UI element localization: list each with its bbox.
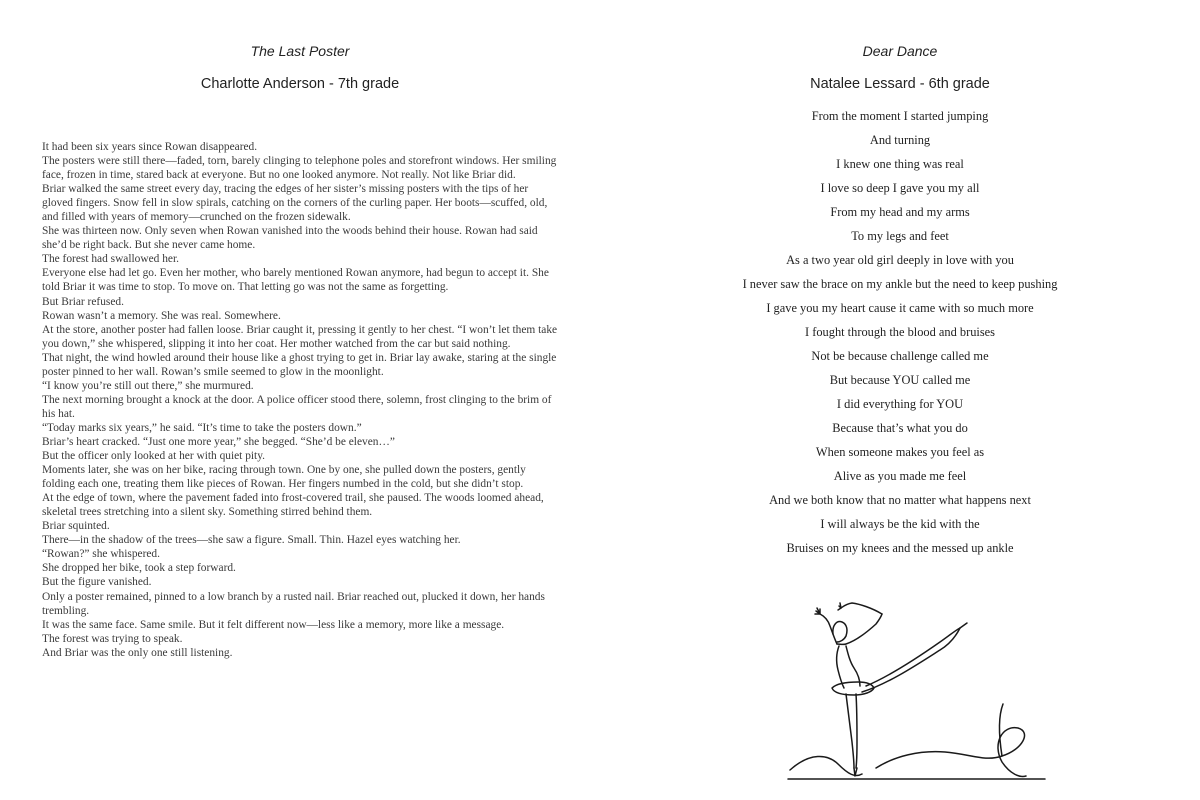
story-paragraph: The forest was trying to speak. — [42, 632, 183, 645]
story-paragraph: That night, the wind howled around their house like a ghost trying to get in. Briar lay awake, staring at the single poster pinned to her wall. Rowan’s smile seemed to glow in the moonlight. — [42, 351, 557, 378]
poem-line: As a two year old girl deeply in love with you — [786, 253, 1014, 267]
poem-line: I did everything for YOU — [836, 397, 964, 411]
story-paragraph: She was thirteen now. Only seven when Rowan vanished into the woods behind their house. Rowan had said she’d be right back. But she never came home. — [42, 225, 538, 252]
story-paragraph: Rowan wasn’t a memory. She was real. Somewhere. — [42, 309, 281, 322]
poem-line: I gave you my heart cause it came with so much more — [766, 301, 1034, 315]
poem-line: When someone makes you feel as — [815, 445, 985, 459]
story-paragraph: Briar’s heart cracked. “Just one more year,” she begged. “She’d be eleven…” — [42, 435, 395, 448]
poem-line: But because YOU called me — [829, 373, 971, 387]
poem-line: Because that’s what you do — [832, 421, 968, 435]
story-paragraph: And Briar was the only one still listening. — [42, 646, 233, 659]
story-paragraph: “I know you’re still out there,” she murmured. — [42, 379, 254, 392]
story-title: The Last Poster — [250, 43, 350, 59]
poem-line: I knew one thing was real — [836, 157, 964, 171]
poem-line: I love so deep I gave you my all — [820, 181, 980, 195]
story-paragraph: “Rowan?” she whispered. — [42, 548, 160, 561]
story-paragraph: It had been six years since Rowan disappeared. — [42, 141, 258, 153]
story-paragraph: The forest had swallowed her. — [42, 253, 179, 266]
right-page — [600, 0, 1200, 800]
story-author: Charlotte Anderson - 7th grade — [200, 76, 400, 92]
poem-author: Natalee Lessard - 6th grade — [810, 76, 990, 92]
poem-line: Bruises on my knees and the messed up ankle — [786, 541, 1014, 555]
poem-line: And turning — [869, 133, 931, 147]
story-paragraph: But the figure vanished. — [42, 576, 152, 589]
poem-line: From the moment I started jumping — [811, 109, 989, 123]
story-paragraph: The next morning brought a knock at the door. A police officer stood there, solemn, frost clinging to the brim of his hat. — [42, 393, 552, 420]
story-paragraph: “Today marks six years,” he said. “It’s time to take the posters down.” — [42, 421, 362, 434]
poem-line: I fought through the blood and bruises — [805, 325, 995, 339]
story-paragraph: The posters were still there—faded, torn, barely clinging to telephone poles and storefront windows. Her smiling face, frozen in time, stared back at everyone. But no one looked anymore. Not really. Not like Briar did. — [42, 155, 557, 182]
poem-line: And we both know that no matter what happens next — [769, 493, 1031, 507]
poem-line: Not be because challenge called me — [811, 349, 989, 363]
poem-line: From my head and my arms — [830, 205, 970, 219]
story-body — [42, 140, 560, 660]
poem-line: Alive as you made me feel — [833, 469, 967, 483]
poem-line: To my legs and feet — [851, 229, 949, 243]
story-paragraph: At the store, another poster had fallen loose. Briar caught it, pressing it gently to her chest. “I won’t let them take you down,” she whispered, slipping it into her coat. Her mother watched from the car but said nothing. — [42, 323, 558, 350]
story-paragraph: But the officer only looked at her with quiet pity. — [42, 450, 266, 463]
story-paragraph: Moments later, she was on her bike, racing through town. One by one, she pulled down the posters, gently folding each one, treating them like pieces of Rowan. Her fingers numbed in the cold, but she didn’t stop. — [42, 464, 526, 491]
story-paragraph: Briar walked the same street every day, tracing the edges of her sister’s missing posters with the tips of her gloved fingers. Snow fell in slow spirals, catching on the corners of the curling paper. Her boots—scuffed, old, and filled with years of memory—crunched on the frozen sidewalk. — [42, 183, 548, 224]
poem-body — [600, 108, 1200, 564]
poem-title: Dear Dance — [862, 43, 938, 59]
story-paragraph: She dropped her bike, took a step forward. — [42, 562, 236, 575]
story-paragraph: Briar squinted. — [42, 520, 110, 533]
poem-line: I will always be the kid with the — [820, 517, 980, 531]
story-paragraph: Everyone else had let go. Even her mother, who barely mentioned Rowan anymore, had begun to accept it. She told Briar it was time to stop. To move on. That letting go was not the same as forgetting. — [42, 267, 549, 294]
story-paragraph: There—in the shadow of the trees—she saw a figure. Small. Thin. Hazel eyes watching her. — [42, 534, 461, 547]
story-paragraph: But Briar refused. — [42, 295, 124, 308]
ballerina-line-drawing-icon — [780, 592, 1050, 787]
story-paragraph: Only a poster remained, pinned to a low branch by a rusted nail. Briar reached out, plucked it down, her hands trembling. — [42, 590, 545, 617]
poem-line: I never saw the brace on my ankle but the need to keep pushing — [742, 277, 1058, 291]
story-paragraph: At the edge of town, where the pavement faded into frost-covered trail, she paused. The woods loomed ahead, skeletal trees stretching into a silent sky. Something stirred behind them. — [42, 492, 544, 519]
story-paragraph: It was the same face. Same smile. But it felt different now—less like a memory, more like a message. — [42, 618, 505, 631]
